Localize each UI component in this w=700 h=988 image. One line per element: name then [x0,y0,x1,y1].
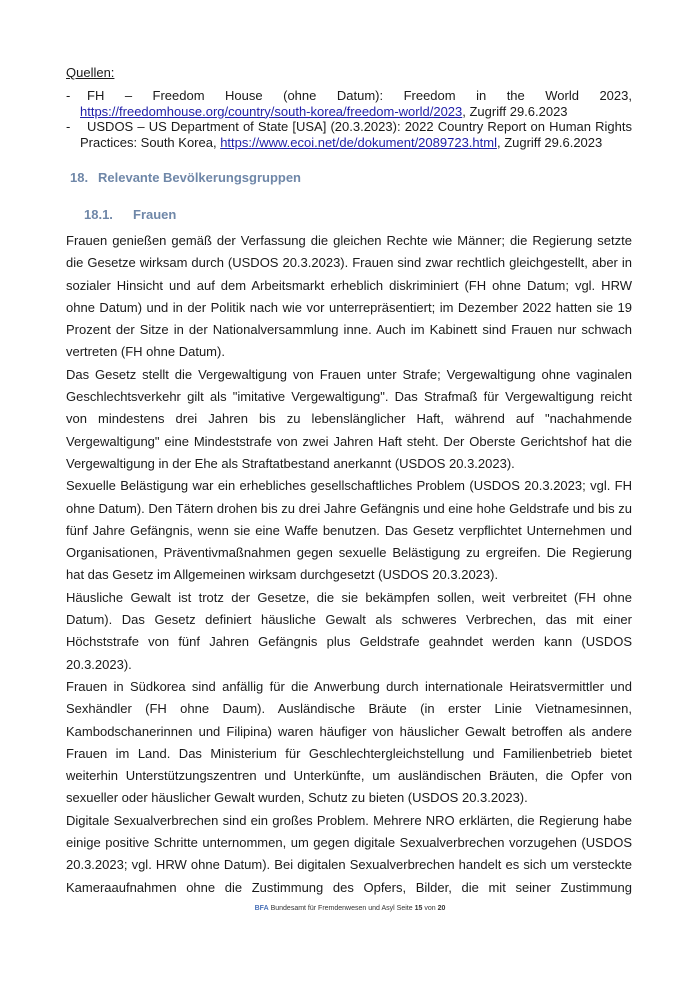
paragraph: Häusliche Gewalt ist trotz der Gesetze, die sie bekämpfen sollen, weit verbreitet (FH ohne Datum). Das Gesetz definiert häusliche Gewalt als schweres Verbrechen, das mit einer Höchststrafe von fünf Jahren Gefängnis plus Geldstrafe geahndet werden kann (USDOS 20.3.2023). [66,589,632,672]
source-item [66,119,632,150]
sources-heading: Quellen: [66,65,115,80]
source-access-date: , Zugriff 29.6.2023 [496,134,603,150]
source-link-ecoi[interactable]: https://www.ecoi.net/de/dokument/2089723.html [220,134,497,150]
section-title: Relevante Bevölkerungsgruppen [98,170,301,185]
source-link-freedomhouse[interactable]: https://freedomhouse.org/country/south-korea/freedom-world/2023 [80,103,463,119]
footer-org-name: Bundesamt für Fremdenwesen und Asyl [270,905,395,912]
source-text: USDOS – US Department of State [USA] (20.3.2023): 2022 Country Report on Human Rights [87,119,632,134]
list-dash: - [66,119,71,134]
source-text: FH – Freedom House (ohne Datum): Freedom in the World 2023, [87,88,632,103]
footer-page-current: 15 [414,905,423,912]
source-access-date: , Zugriff 29.6.2023 [462,103,568,119]
footer-org-short: BFA [254,905,269,912]
footer-page-total: 20 [437,905,446,912]
subsection-number: 18.1. [84,207,113,222]
footer-page-label: Seite [396,905,413,912]
subsection-heading [84,206,632,223]
body-text [66,230,632,899]
section-number: 18. [70,170,89,185]
document-page [66,64,632,899]
source-item [66,88,632,119]
paragraph: Digitale Sexualverbrechen sind ein großes Problem. Mehrere NRO erklärten, die Regierung habe einige positive Schritte unternommen, um gegen digitale Sexualverbrechen vorzugehen (USDOS 20.3.2023; vgl. HRW ohne Datum). Bei digitalen Sexualverbrechen handelt es sich um versteckte Kameraaufnahmen ohne die Zustimmung des Opfers, Bilder, die mit seiner Zustimmung [66,812,632,895]
paragraph: Das Gesetz stellt die Vergewaltigung von Frauen unter Strafe; Vergewaltigung ohne vaginalen Geschlechtsverkehr gilt als "imitative Vergewaltigung". Das Strafmaß für Vergewaltigung reicht von mindestens drei Jahren bis zu lebenslänglicher Haft, während auf "nachahmende Vergewaltigung" eine Mindeststrafe von zwei Jahren Haft steht. Der Oberste Gerichtshof hat die Vergewaltigung in der Ehe als Straftatbestand anerkannt (USDOS 20.3.2023). [66,366,632,471]
section-heading [70,169,632,186]
source-text-cont: Practices: South Korea, [80,134,221,150]
paragraph: Frauen genießen gemäß der Verfassung die gleichen Rechte wie Männer; die Regierung setzte die Gesetze wirksam durch (USDOS 20.3.2023). Frauen sind zwar rechtlich gleichgestellt, aber in sozialer Hinsicht und auf dem Arbeitsmarkt erheblich diskriminiert (FH ohne Datum; vgl. HRW ohne Datum) und in der Politik nach wie vor unterrepräsentiert; im Dezember 2022 hatten sie 19 Prozent der Sitze in der Nationalversammlung inne. Auch im Kabinett sind Frauen nur schwach vertreten (FH ohne Datum). [66,233,632,360]
subsection-title: Frauen [133,207,177,222]
paragraph: Frauen in Südkorea sind anfällig für die Anwerbung durch internationale Heiratsvermittler und Sexhändler (FH ohne Daum). Ausländische Bräute (in erster Linie Vietnamesinnen, Kambodschanerinnen und Filipina) waren häufiger von häuslicher Gewalt betroffen als andere Frauen im Land. Das Ministerium für Geschlechtergleichstellung und Familienbetrieb bietet weiterhin Unterstützungszentren und Unterkünfte, um ausländischen Bräuten, die Opfer von sexueller oder häuslicher Gewalt wurden, Schutz zu bieten (USDOS 20.3.2023). [66,678,632,806]
page-footer [0,905,700,912]
list-dash: - [66,88,71,103]
footer-page-sep: von [424,905,436,912]
paragraph: Sexuelle Belästigung war ein erhebliches gesellschaftliches Problem (USDOS 20.3.2023; vgl. FH ohne Datum). Den Tätern drohen bis zu drei Jahre Gefängnis und eine hohe Geldstrafe und bis zu fünf Jahre Gefängnis, wenn sie eine Waffe benutzen. Das Gesetz verpflichtet Unternehmen und Organisationen, Präventivmaßnahmen gegen sexuelle Belästigung zu ergreifen. Die Regierung hat das Gesetz im Allgemeinen wirksam durchgesetzt (USDOS 20.3.2023). [66,478,632,583]
